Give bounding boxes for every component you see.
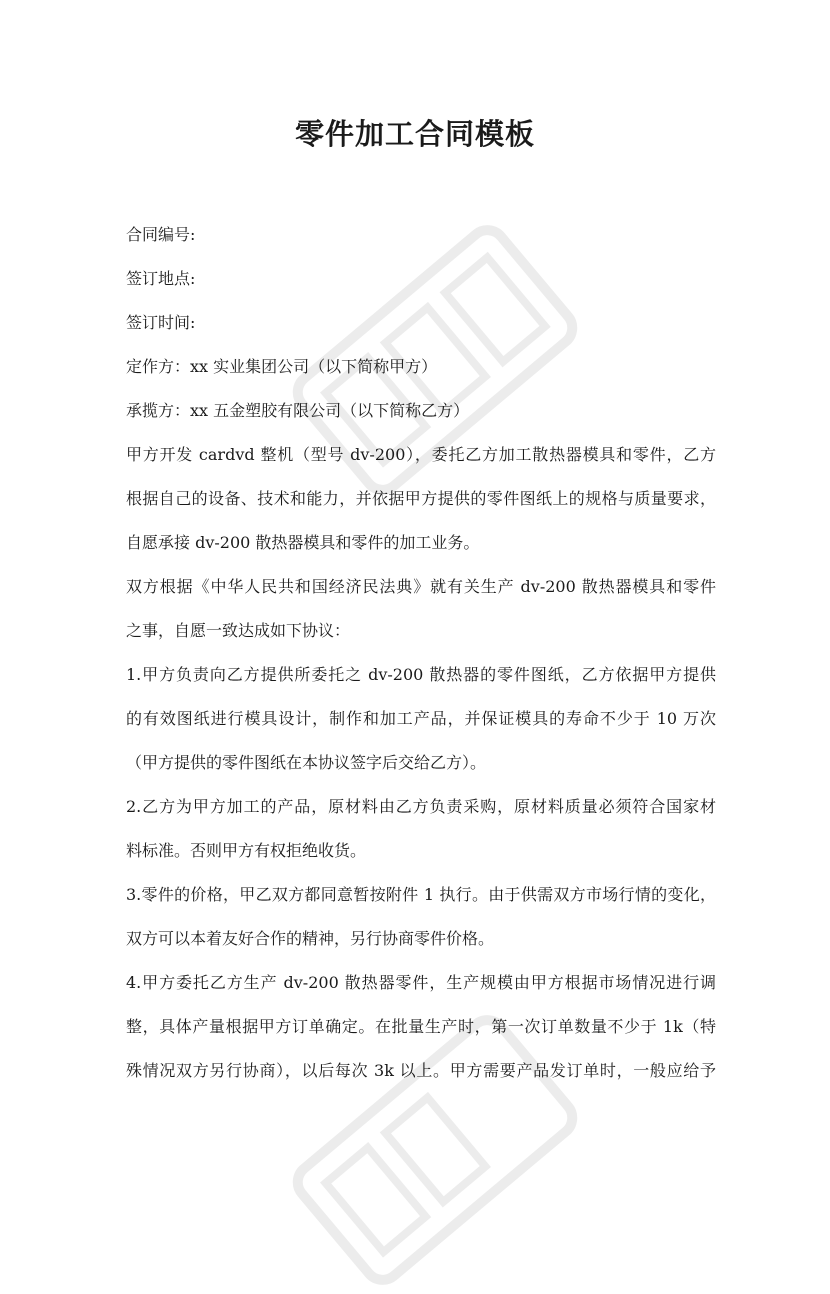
contract-line: （甲方提供的零件图纸在本协议签字后交给乙方）。 [126, 753, 487, 772]
contract-line: 自愿承接 dv-200 散热器模具和零件的加工业务。 [126, 533, 480, 552]
contract-line: 的有效图纸进行模具设计，制作和加工产品，并保证模具的寿命不少于 10 万次 [126, 709, 716, 728]
contract-line: 签订时间: [126, 313, 196, 332]
contract-line: 2.乙方为甲方加工的产品，原材料由乙方负责采购，原材料质量必须符合国家材 [126, 797, 716, 816]
contract-line: 双方根据《中华人民共和国经济民法典》就有关生产 dv-200 散热器模具和零件 [126, 577, 716, 596]
contract-line: 根据自己的设备、技术和能力，并依据甲方提供的零件图纸上的规格与质量要求， [126, 489, 716, 508]
contract-line: 甲方开发 cardvd 整机（型号 dv-200），委托乙方加工散热器模具和零件，乙方 [126, 445, 716, 464]
contract-line: 4.甲方委托乙方生产 dv-200 散热器零件，生产规模由甲方根据市场情况进行调 [126, 973, 716, 992]
contract-line: 定作方：xx 实业集团公司（以下简称甲方） [126, 357, 438, 376]
contract-line: 之事，自愿一致达成如下协议： [126, 621, 351, 640]
contract-line: 3.零件的价格，甲乙双方都同意暂按附件 1 执行。由于供需双方市场行情的变化， [126, 885, 716, 904]
document-title: 零件加工合同模板 [294, 117, 535, 151]
contract-line: 料标准。否则甲方有权拒绝收货。 [126, 841, 367, 860]
contract-line: 整，具体产量根据甲方订单确定。在批量生产时，第一次订单数量不少于 1k（特 [126, 1017, 716, 1036]
contract-line: 殊情况双方另行协商），以后每次 3k 以上。甲方需要产品发订单时，一般应给予 [126, 1061, 716, 1080]
contract-body [126, 213, 716, 1093]
contract-line: 承揽方：xx 五金塑胶有限公司（以下简称乙方） [126, 401, 470, 420]
contract-line: 签订地点: [126, 269, 196, 288]
contract-line: 双方可以本着友好合作的精神，另行协商零件价格。 [126, 929, 495, 948]
contract-line: 1.甲方负责向乙方提供所委托之 dv-200 散热器的零件图纸，乙方依据甲方提供 [126, 665, 716, 684]
contract-line: 合同编号: [126, 225, 196, 244]
